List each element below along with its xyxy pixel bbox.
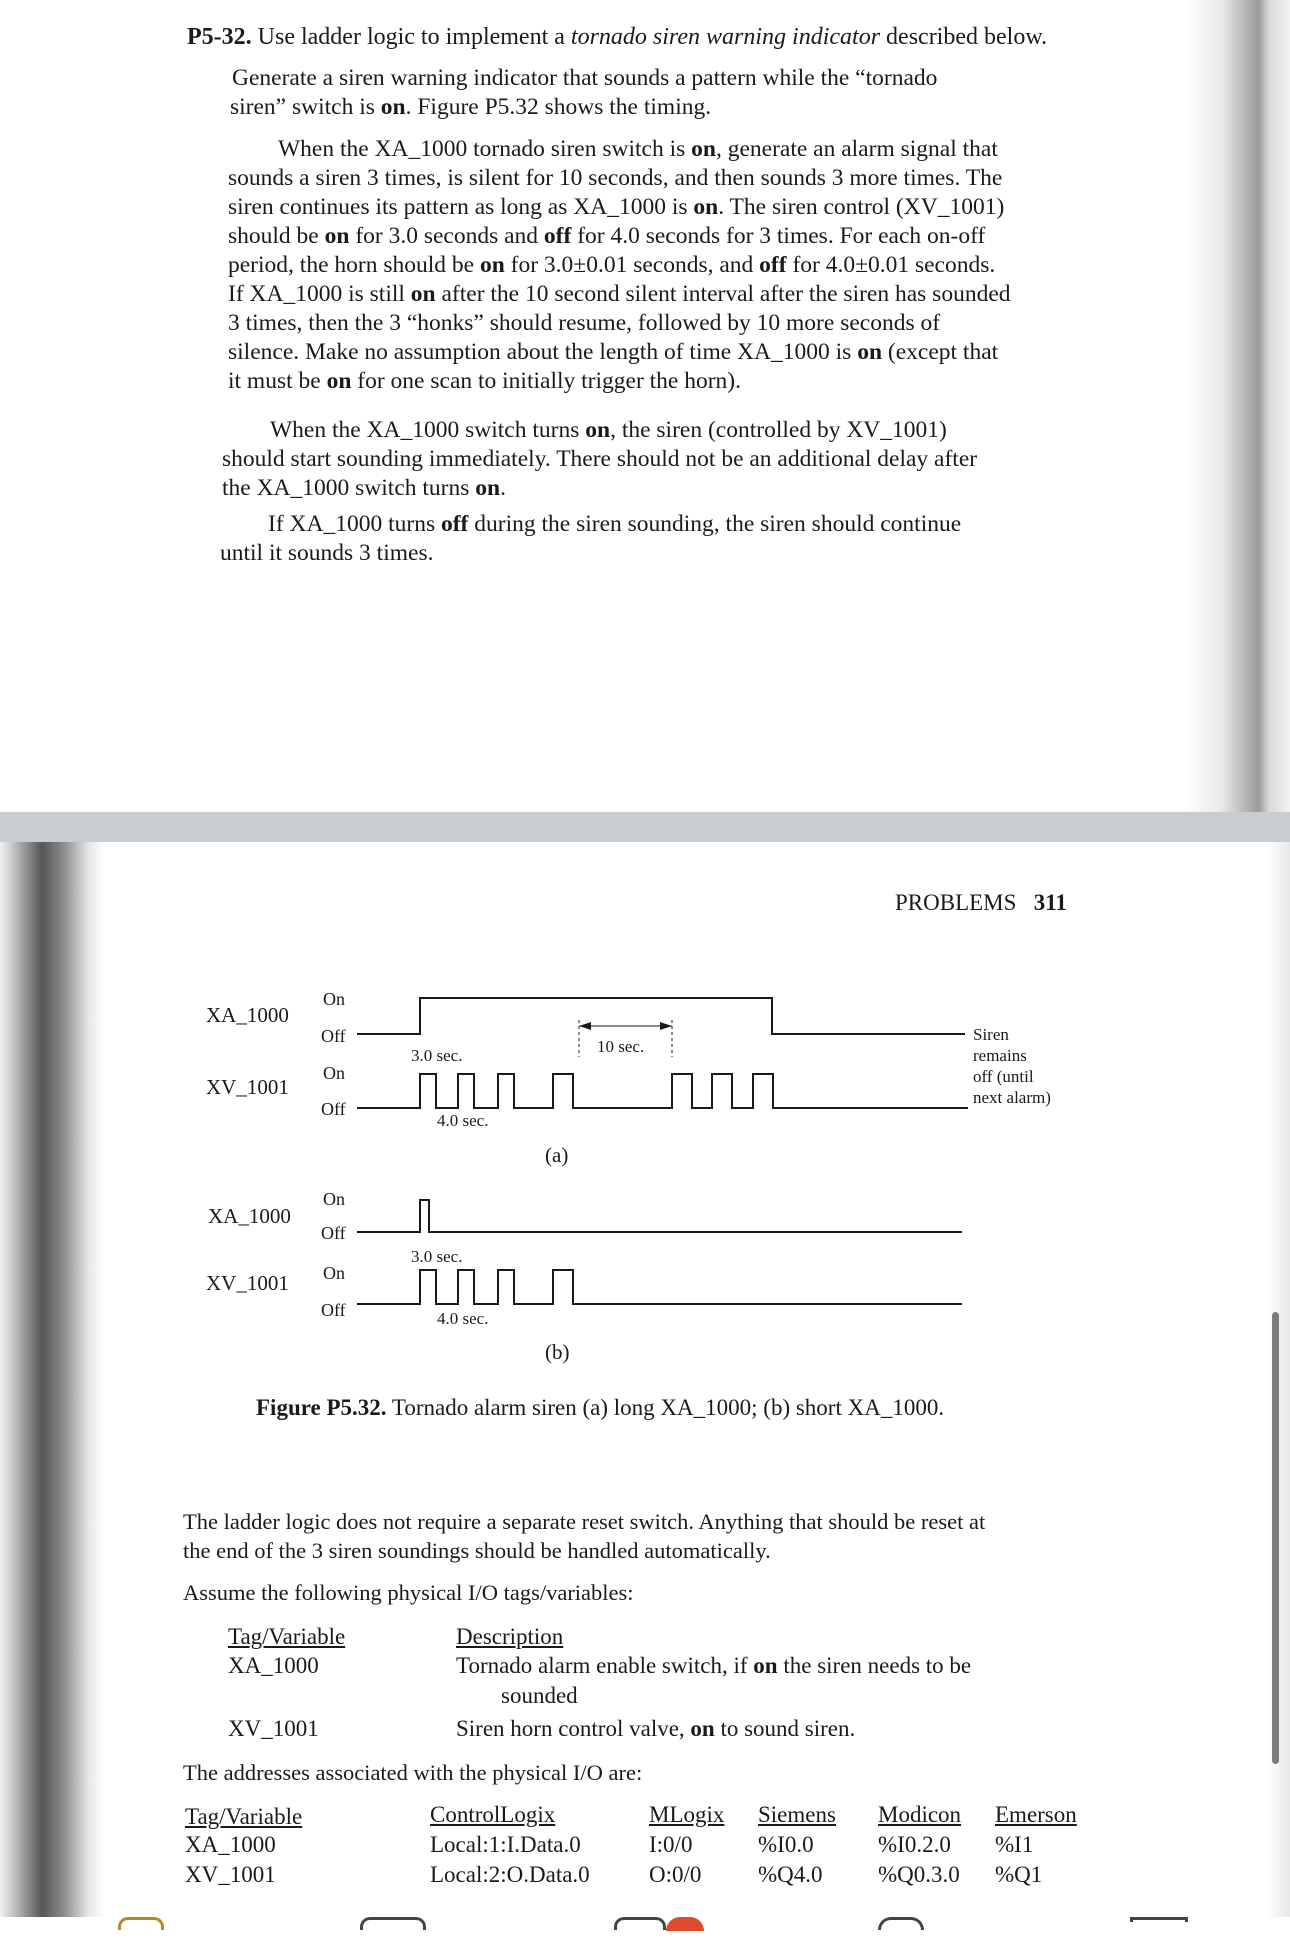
addr-cell: %I1 — [995, 1832, 1034, 1857]
level-on-label: On — [323, 1063, 345, 1083]
paragraph-4: If XA_1000 turns off during the siren sounding, the siren should continue until it sounds 3 times. — [220, 511, 962, 566]
bottom-page — [0, 842, 1290, 1917]
paragraph-3: When the XA_1000 switch turns on, the siren (controlled by XV_1001) should start sounding immediately. There should not be an additional delay after the XA_1000 switch turns on. — [222, 417, 978, 501]
description-xv1001: Siren horn control valve, on to sound siren. — [456, 1716, 856, 1741]
waveform-xa1000-b — [357, 1200, 962, 1232]
addr-cell: XV_1001 — [185, 1862, 276, 1887]
problem-heading: P5-32. Use ladder logic to implement a tornado siren warning indicator described below. — [187, 24, 1048, 50]
tag-xa1000: XA_1000 — [228, 1653, 319, 1678]
diagram-a — [206, 989, 1051, 1167]
level-off-label: Off — [321, 1223, 346, 1243]
addr-header-siemens: Siemens — [758, 1802, 836, 1827]
addr-cell: %Q4.0 — [758, 1862, 823, 1887]
tag-header: Tag/Variable — [228, 1624, 346, 1649]
tag-xv1001: XV_1001 — [228, 1716, 319, 1741]
compass-icon[interactable] — [878, 1917, 924, 1930]
duration-on-label: 3.0 sec. — [411, 1247, 463, 1266]
addr-cell: O:0/0 — [649, 1862, 702, 1887]
addr-header-emerson: Emerson — [995, 1802, 1077, 1827]
note-line-4: next alarm) — [973, 1088, 1051, 1107]
level-off-label: Off — [321, 1300, 346, 1320]
note-line-3: off (until — [973, 1067, 1034, 1086]
problem-number: P5-32. — [187, 24, 252, 50]
level-on-label: On — [323, 989, 345, 1009]
waveform-xv1001-a — [357, 1074, 968, 1108]
addr-cell: XA_1000 — [185, 1832, 276, 1857]
arrow-right — [660, 1022, 672, 1030]
signal-label-xv1001: XV_1001 — [206, 1271, 289, 1295]
level-on-label: On — [323, 1189, 345, 1209]
paragraph-2: When the XA_1000 tornado siren switch is on, generate an alarm signal that sounds a siren 3 times, is silent for 10 seconds, and then sounds 3 more times. The siren continues its pattern as long as XA_1000 is on. The siren control (XV_1001) should be on for 3.0 seconds and off for 4.0 seconds for 3 times. For each on-off period, the horn should be on for 3.0±0.01 seconds, and off for 4.0±0.01 seconds. If XA_1000 is still on after the 10 second silent interval after the siren has sounded 3 times, then the 3 “honks” should resume, followed by 10 more seconds of silence. Make no assumption about the length of time XA_1000 is on (except that it must be on for one scan to initially trigger the horn). — [228, 136, 1011, 394]
description-xa1000: Tornado alarm enable switch, if on the siren needs to be — [456, 1653, 972, 1678]
note-line-1: Siren — [973, 1025, 1009, 1044]
addr-cell: %Q0.3.0 — [878, 1862, 960, 1887]
duration-silent-label: 10 sec. — [597, 1037, 645, 1056]
addr-header-controllogix: ControlLogix — [430, 1802, 556, 1827]
figure-caption: Figure P5.32. Tornado alarm siren (a) long XA_1000; (b) short XA_1000. — [256, 1395, 945, 1420]
addr-cell: %I0.2.0 — [878, 1832, 951, 1857]
book-spine-shadow — [1185, 0, 1290, 812]
addr-header-mlogix: MLogix — [649, 1802, 725, 1827]
level-off-label: Off — [321, 1026, 346, 1046]
subfigure-a-caption: (a) — [545, 1143, 569, 1167]
assume-line: Assume the following physical I/O tags/variables: — [183, 1580, 634, 1605]
top-page — [0, 0, 1290, 812]
signal-label-xa1000: XA_1000 — [206, 1003, 289, 1027]
addr-header-modicon: Modicon — [878, 1802, 962, 1827]
menu-icon[interactable] — [1130, 1917, 1188, 1922]
signal-label-xv1001: XV_1001 — [206, 1075, 289, 1099]
scrollbar-thumb[interactable] — [1272, 1312, 1279, 1764]
calendar-icon[interactable] — [360, 1917, 426, 1930]
nav-icon-1[interactable] — [118, 1917, 164, 1930]
duration-off-label: 4.0 sec. — [437, 1111, 489, 1130]
bottom-nav — [0, 1917, 1290, 1955]
description-header: Description — [456, 1624, 564, 1649]
paragraph-1: Generate a siren warning indicator that sounds a pattern while the “tornado — [232, 65, 938, 91]
addr-cell: %Q1 — [995, 1862, 1043, 1887]
duration-off-label: 4.0 sec. — [437, 1309, 489, 1328]
addresses-intro: The addresses associated with the physical I/O are: — [183, 1760, 643, 1785]
timing-diagram — [0, 842, 1290, 1442]
note-line-2: remains — [973, 1046, 1027, 1065]
addr-header-tag: Tag/Variable — [185, 1804, 303, 1829]
paragraph-1-cont: siren” switch is on. Figure P5.32 shows the timing. — [230, 94, 712, 120]
addr-cell: %I0.0 — [758, 1832, 814, 1857]
addr-cell: Local:2:O.Data.0 — [430, 1862, 590, 1887]
diagram-b — [206, 1189, 962, 1364]
duration-on-label: 3.0 sec. — [411, 1046, 463, 1065]
reset-paragraph: The ladder logic does not require a separate reset switch. Anything that should be reset at the end of the 3 siren soundings should be handled automatically. — [183, 1509, 986, 1563]
description-xa1000-cont: sounded — [501, 1683, 578, 1708]
addr-cell: Local:1:I.Data.0 — [430, 1832, 581, 1857]
level-off-label: Off — [321, 1099, 346, 1119]
waveform-xv1001-b — [357, 1270, 962, 1304]
level-on-label: On — [323, 1263, 345, 1283]
signal-label-xa1000: XA_1000 — [208, 1204, 291, 1228]
notification-badge — [666, 1917, 704, 1931]
subfigure-b-caption: (b) — [545, 1340, 570, 1364]
addr-cell: I:0/0 — [649, 1832, 693, 1857]
page-separator — [0, 812, 1290, 842]
arrow-left — [579, 1022, 591, 1030]
chat-icon[interactable] — [614, 1917, 666, 1930]
page-header: PROBLEMS 311 — [895, 890, 1067, 915]
